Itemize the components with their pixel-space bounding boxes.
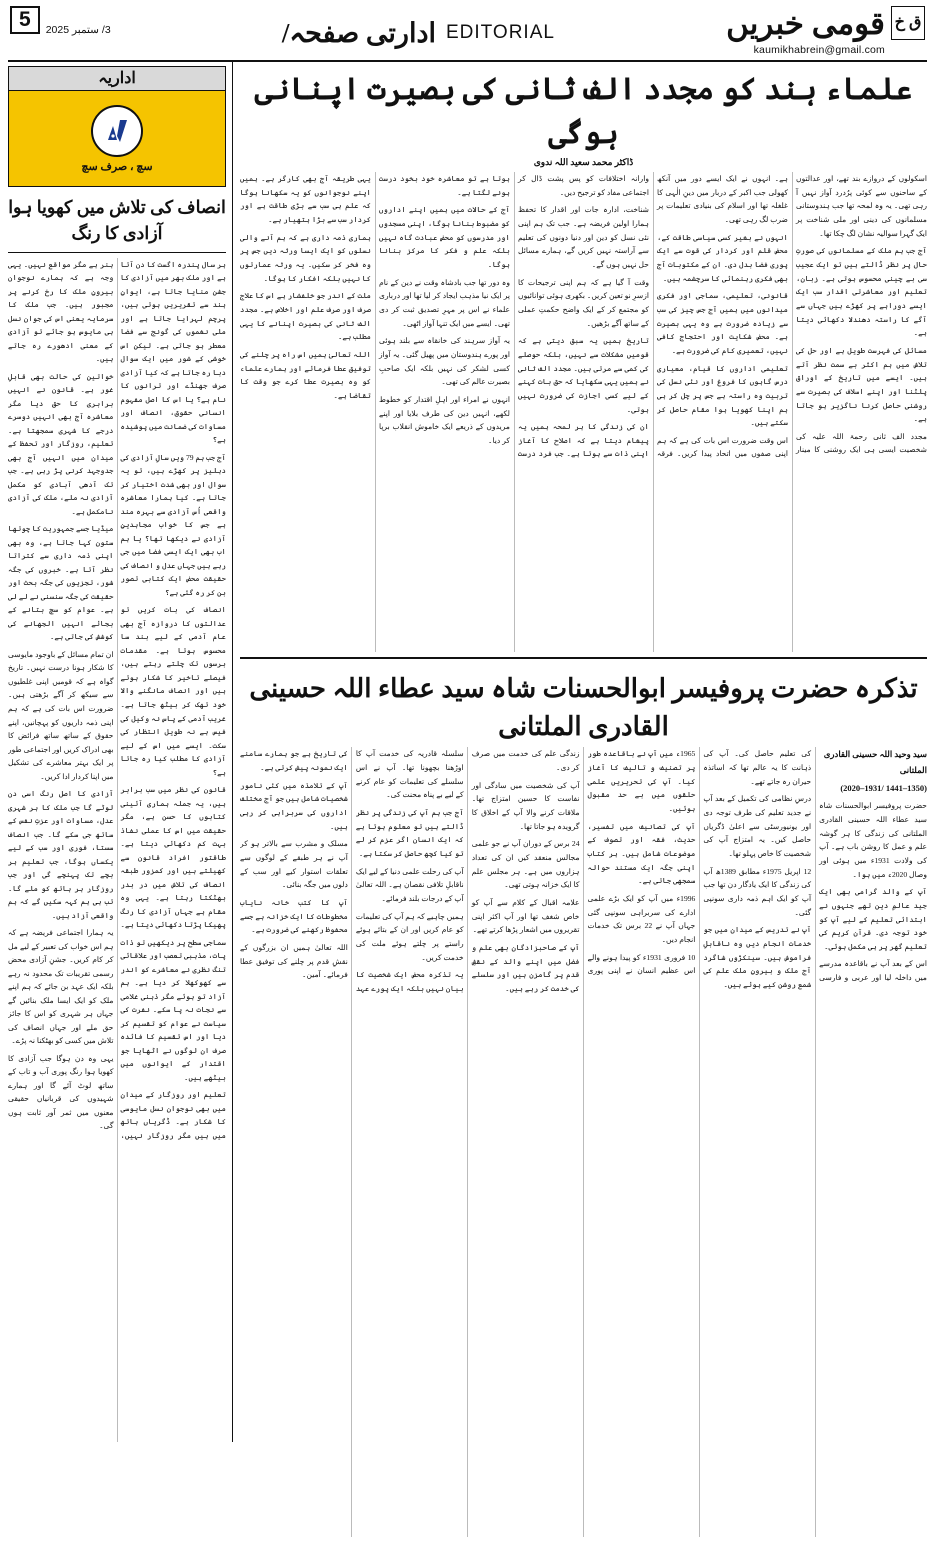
article-paragraph: اس کے بعد آپ نے باقاعدہ مدرسے میں داخلہ لیا اور عربی و فارسی کی تعلیم حاصل کی۔ آپ کی ذہانت کا یہ عالم تھا کہ اساتذہ حیران رہ جاتے تھے۔ [703, 749, 927, 983]
article-2-subtitle: (1350–1441 /1931–2020) [840, 782, 927, 793]
article-paragraph: تاریخ ہمیں یہ سبق دیتی ہے کہ قومیں مشکلات سے نہیں، بلکہ حوصلے کی کمی سے مرتی ہیں۔ مجدد الف ثانی نے ہمیں یہی سکھایا کہ حق بات کہنے کے لیے کسی اجازت کی ضرورت نہیں ہوتی۔ [518, 336, 649, 414]
section-title-urdu: ادارتی صفحہ/ [281, 18, 436, 48]
editorial-paragraph: آزادی کا اصل رنگ اسی دن لوٹے گا جب ملک کا ہر شہری عدل، مساوات اور عزتِ نفس کے ساتھ جی سکے گا۔ جب انصاف سستا، فوری اور سب کے لیے یکساں ہوگا، جب تعلیم ہر بچے تک پہنچے گی اور جب روزگار ہر ہاتھ کو ملے گا۔ تب ہی ہم کہہ سکیں گے کہ ہم واقعی آزاد ہیں۔ [8, 789, 114, 920]
section-title [282, 6, 555, 47]
article-paragraph: آپ کی رحلت علمی دنیا کے لیے ایک ناقابلِ تلافی نقصان ہے۔ اللہ تعالیٰ آپ کے درجات بلند فرمائے۔ [355, 866, 464, 903]
article-1-body [240, 172, 927, 652]
article-paragraph: آپ کی شخصیت میں سادگی اور نفاست کا حسین امتزاج تھا۔ ملاقات کرنے والا آپ کے اخلاق کا گرویدہ ہو جاتا تھا۔ [471, 780, 580, 831]
sidebar-body [8, 258, 226, 1443]
article-paragraph: ملت کے اندر جو خلفشار ہے اس کا علاج صرف اور صرف علم اور اخلاص ہے۔ مجدد الف ثانی کی بصیرت اپنانے کا یہی مطلب ہے۔ [240, 291, 371, 342]
article-paragraph: اس وقت ضرورت اس بات کی ہے کہ ہم اپنی صفوں میں اتحاد پیدا کریں۔ فرقہ وارانہ اختلافات کو پس پشت ڈال کر اجتماعی مفاد کو ترجیح دیں۔ [518, 174, 788, 459]
article-2-byline: سید وحید اللہ حسینی القادری الملتانی [823, 749, 927, 775]
editorial-paragraph: انصاف کی بات کریں تو عدالتوں کا دروازہ آج بھی عام آدمی کے لیے بند سا محسوس ہوتا ہے۔ مقدمات برسوں تک چلتے رہتے ہیں، فیصلے تاخیر کا شکار ہوتے ہیں اور انصاف مانگنے والا خود تھک کر بیٹھ جاتا ہے۔ غریب آدمی کے پاس نہ وکیل کی فیس ہے نہ طویل انتظار کی سکت۔ ایسے میں اس کے لیے آزادی کا مطلب کیا رہ جاتا ہے؟ [120, 605, 226, 777]
editorial-paragraph: یہی وہ دن ہوگا جب آزادی کا کھویا ہوا رنگ پوری آب و تاب کے ساتھ لوٹ آئے گا اور ہمارے شہیدوں کی قربانیاں حقیقی معنوں میں ثمر آور ثابت ہوں گی۔ [8, 1053, 114, 1131]
article-paragraph: تعلیمی اداروں کا قیام، معیاری درس گاہوں کا فروغ اور نئی نسل کی تربیت وہ راستہ ہے جس پر چل کر ہی ہم اپنا کھویا ہوا مقام حاصل کر سکتے ہیں۔ [657, 363, 788, 428]
article-paragraph: آپ کے صاحبزادگان بھی علم و فضل میں اپنے والد کے نقشِ قدم پر گامزن ہیں اور سلسلے کی خدمت کر رہے ہیں۔ [471, 942, 580, 993]
article-paragraph: انہوں نے بغیر کسی سیاسی طاقت کے، محض قلم اور کردار کی قوت سے ایک پوری فضا بدل دی۔ ان کے مکتوبات آج بھی فکری رہنمائی کا سرچشمہ ہیں۔ [657, 232, 788, 283]
article-paragraph: آپ کے تلامذہ میں کئی نامور شخصیات شامل ہیں جو آج مختلف اداروں کی سربراہی کر رہی ہیں۔ [240, 780, 348, 831]
article-paragraph: 24 برس کے دوران آپ نے جو علمی مجالس منعقد کیں ان کی تعداد ہزاروں میں ہے۔ ہر مجلس علم کا ایک خزانہ ہوتی تھی۔ [471, 839, 580, 890]
article-paragraph: آج کے حالات میں ہمیں اپنے اداروں کو مضبوط بنانا ہوگا، اپنی مسجدوں اور مدرسوں کو محض عبادت گاہ نہیں بلکہ علم و فکر کا مرکز بنانا ہوگا۔ [379, 205, 510, 269]
article-paragraph: 10 فروری 1931ء کو پیدا ہونے والے اس عظیم انسان نے اپنی پوری زندگی علم کی خدمت میں صرف کر دی۔ [471, 749, 696, 976]
article-paragraph: ان کی زندگی کا ہر لمحہ ہمیں یہ پیغام دیتا ہے کہ اصلاح کا آغاز اپنی ذات سے ہوتا ہے۔ جب فرد درست ہوتا ہے تو معاشرہ خود بخود درست ہونے لگتا ہے۔ [379, 174, 649, 459]
article-2-body [240, 747, 927, 1537]
sidebar-logo-tagline: سچ ، صرف سچ [81, 160, 153, 173]
article-paragraph: مجدد الف ثانی رحمۃ اللہ علیہ کی شخصیت ایسی ہی ایک روشنی کا مینار ہے۔ انہوں نے ایک ایسے دور میں آنکھ کھولی جب اکبر کے دربار میں دینِ الٰہی کا غلغلہ تھا اور اسلام کی بنیادی تعلیمات پر ضرب لگ رہی تھی۔ [657, 174, 927, 455]
article-paragraph: آج جب ہم آپ کی زندگی پر نظر ڈالتے ہیں تو معلوم ہوتا ہے کہ ایک انسان اگر عزم کر لے تو کیا کچھ حاصل کر سکتا ہے۔ [355, 808, 464, 858]
article-paragraph: شناخت، ادارہ جات اور اقدار کا تحفظ ہمارا اولین فریضہ ہے۔ جب تک ہم اپنی نئی نسل کو دین اور دنیا دونوں کی تعلیم سے آراستہ نہیں کریں گے، ہمارے مسائل حل نہیں ہوں گے۔ [518, 205, 649, 269]
article-paragraph: آپ نے تدریس کے میدان میں جو خدمات انجام دیں وہ ناقابلِ فراموش ہیں۔ سینکڑوں شاگرد آج ملک و بیرونِ ملک علم کی شمع روشن کیے ہوئے ہیں۔ [703, 925, 812, 989]
sidebar-editorial [8, 62, 233, 1442]
editorial-paragraph: آج جب ہم 79 ویں سالِ آزادی کی دہلیز پر کھڑے ہیں، تو یہ سوال اور بھی شدت اختیار کر جاتا ہے۔ کیا ہمارا معاشرہ واقعی اُس آزادی سے بہرہ مند ہے جس کا خواب مجاہدینِ آزادی نے دیکھا تھا؟ یا ہم اب بھی ایک ایسی فضا میں جی رہے ہیں جہاں عدل و انصاف کی حقیقت محض ایک کتابی تصور بن کر رہ گئی ہے؟ [120, 452, 226, 597]
article-paragraph: مسلک و مشرب سے بالاتر ہو کر آپ نے ہر طبقے کے لوگوں سے تعلقات استوار کیے اور سب کے دلوں میں جگہ بنائی۔ [240, 839, 348, 890]
article-1-headline: علماء ہند کو مجدد الف ثانی کی بصیرت اپنانی ہوگی [254, 73, 913, 150]
editorial-paragraph: یہ ہمارا اجتماعی فریضہ ہے کہ ہم اس خواب کی تعبیر کے لیے مل کر کام کریں۔ جشنِ آزادی محض رسمی تقریبات تک محدود نہ رہے بلکہ ایک عہد بن جائے کہ ہم اپنے ملک کو ایک ایسا ملک بنائیں گے جہاں ہر شہری کو اس کا جائز حق ملے اور جہاں انصاف کی تلاش میں کسی کو بھٹکنا نہ پڑے۔ [8, 928, 114, 1046]
page-body [0, 62, 935, 1442]
masthead [0, 0, 935, 58]
article-paragraph: وقت آ گیا ہے کہ ہم اپنی ترجیحات کا ازسرِ نو تعین کریں۔ بکھری ہوئی توانائیوں کو مجتمع کر کے ایک واضح حکمتِ عملی کے ساتھ آگے بڑھیں۔ [518, 277, 649, 328]
editorial-paragraph: ان تمام مسائل کے باوجود مایوسی کا شکار ہونا درست نہیں۔ تاریخ گواہ ہے کہ قومیں اپنی غلطیوں سے سیکھ کر آگے بڑھتی ہیں۔ ضرورت اس بات کی ہے کہ ہم اپنی ذمہ داریوں کو پہچانیں، اپنے حقوق کے ساتھ ساتھ فرائض کا بھی ادراک کریں اور اجتماعی طور پر ایک بہتر معاشرے کی تشکیل میں اپنا کردار ادا کریں۔ [8, 649, 114, 781]
sidebar-title: انصاف کی تلاش میں کھویا ہوا آزادی کا رنگ [8, 194, 226, 253]
article-paragraph: 12 اپریل 1975ء مطابق 1389ھ آپ کی زندگی کا ایک یادگار دن تھا جب آپ کو ایک اہم ذمہ داری سونپی گئی۔ [703, 866, 812, 917]
article-paragraph: سلسلہ قادریہ کی خدمت آپ کا اوڑھنا بچھونا تھا۔ آپ نے اس سلسلے کی تعلیمات کو عام کرنے کے لیے بے پناہ محنت کی۔ [355, 749, 464, 800]
paper-name: قومی خبریں [726, 6, 885, 41]
article-paragraph: اسکولوں کے دروازے بند تھے، اور عدالتوں کے ساحنوں سے کوئی پرُدرد آواز نہیں آ رہی تھی۔ یہ وہ لمحہ تھا جب ہندوستانی مسلمانوں کی دینی اور ملی شناخت پر ایک گہرا سوالیہ نشان لگ چکا تھا۔ [796, 174, 927, 238]
article-paragraph: علامہ اقبال کے کلام سے آپ کو خاص شغف تھا اور آپ اکثر اپنی تقریروں میں اشعار پڑھا کرتے تھے۔ [471, 897, 580, 935]
page-date: 3/ ستمبر 2025 [45, 24, 111, 36]
article-paragraph: 1996ء میں آپ کو ایک بڑے علمی ادارے کی سربراہی سونپی گئی جہاں آپ نے 22 برس تک خدمات انجام دیں۔ [587, 893, 696, 944]
pen-nib-icon [91, 105, 143, 157]
article-paragraph: یہ آواز سرہند کی خانقاہ سے بلند ہوئی اور پورے ہندوستان میں پھیل گئی۔ یہ آواز کسی لشکر کی نہیں بلکہ ایک صاحبِ بصیرت عالم کی تھی۔ [379, 336, 510, 387]
editorial-paragraph: تعلیم اور روزگار کے میدان میں بھی نوجوان نسل مایوسی کا شکار ہے۔ ڈگریاں ہاتھ میں ہیں مگر روزگار نہیں، ہنر ہے مگر مواقع نہیں۔ یہی وجہ ہے کہ ہمارے نوجوان بیرونِ ملک کا رخ کرنے پر مجبور ہیں۔ جب ملک کا سرمایہ یعنی اس کی جوان نسل ہی مایوس ہو جائے تو آزادی کے معنی ادھورے رہ جاتے ہیں۔ [8, 259, 226, 1140]
masthead-brand [726, 6, 925, 56]
page-number: 5 [10, 6, 40, 34]
editorial-paragraph: قانون کی نظر میں سب برابر ہیں، یہ جملہ ہماری آئینی کتابوں کا حسن ہے، مگر حقیقت میں اس کا عملی نفاذ بہت کم دکھائی دیتا ہے۔ طاقتور افراد قانون سے کھیلتے ہیں اور کمزور طبقہ انصاف کی تلاش میں در بدر بھٹکتا رہتا ہے۔ یہی وہ مقام ہے جہاں آزادی کا رنگ پھیکا پڑتا دکھائی دیتا ہے۔ [120, 785, 226, 930]
sidebar-header: اداریہ [8, 66, 226, 91]
article-paragraph: حضرت پروفیسر ابوالحسنات شاہ سید عطاء اللہ حسینی القادری الملتانی کی زندگی کا ہر گوشہ علم و عمل کا روشن باب ہے۔ آپ کی ولادت 1931ء میں ہوئی اور وصال 2020ء میں ہوا۔ [819, 801, 927, 879]
article-1 [240, 62, 927, 659]
paper-email: kaumikhabrein@gmail.com [753, 44, 885, 56]
article-paragraph: درسِ نظامی کی تکمیل کے بعد آپ نے جدید تعلیم کی طرف توجہ دی اور یونیورسٹی سے اعلیٰ ڈگریاں حاصل کیں۔ یہ امتزاج آپ کی شخصیت کا خاص پہلو تھا۔ [703, 794, 812, 858]
page-meta [10, 6, 111, 36]
editorial-paragraph: میڈیا جسے جمہوریت کا چوتھا ستون کہا جاتا ہے، وہ بھی اپنی ذمہ داری سے کتراتا نظر آتا ہے۔ خبروں کی جگہ شور، تجزیوں کی جگہ بحث اور حقیقت کی جگہ سنسنی نے لے لی ہے۔ عوام کو سچ بتانے کے بجائے انہیں الجھانے کی کوشش کی جاتی ہے۔ [8, 524, 114, 642]
article-paragraph: انہوں نے امراء اور اہلِ اقتدار کو خطوط لکھے، انہیں دین کی طرف بلایا اور اپنے مریدوں کے ذریعے ایک خاموش انقلاب برپا کر دیا۔ [379, 394, 510, 445]
main-column [240, 62, 927, 1442]
section-title-english: EDITORIAL [446, 22, 555, 43]
article-paragraph: وہ دور تھا جب بادشاہ وقت نے دین کے نام پر ایک نیا مذہب ایجاد کر لیا تھا اور درباری علماء نے اس پر مہرِ تصدیق ثبت کر دی تھی۔ ایسے میں ایک تنہا آواز اٹھی۔ [379, 277, 510, 328]
logo-mark-icon: ق خ [891, 6, 925, 40]
article-paragraph: یہی طریقہ آج بھی کارگر ہے۔ ہمیں اپنے نوجوانوں کو یہ سکھانا ہوگا کہ علم ہی سب سے بڑی طاقت ہے اور کردار سب سے بڑا ہتھیار ہے۔ [240, 174, 371, 224]
article-paragraph: آپ کی تصانیف میں تفسیر، حدیث، فقہ اور تصوف کے موضوعات شامل ہیں۔ ہر کتاب اپنی جگہ ایک مستند حوالہ سمجھی جاتی ہے۔ [587, 821, 696, 886]
article-paragraph: آج جب ہم ملک کے مسلمانوں کی صورتِ حال پر نظر ڈالتے ہیں تو ایک عجیب سی بے چینی محسوس ہوتی ہے۔ زبان، تعلیم اور معاشرتی اقدار سب ایک ایسے دوراہے پر کھڑے ہیں جہاں سے آگے کا راستہ دھندلا دکھائی دیتا ہے۔ [796, 246, 927, 338]
editorial-paragraph: خواتین کی حالت بھی قابلِ غور ہے۔ قانون نے انہیں برابری کا حق دیا مگر معاشرہ آج بھی انہیں دوسرے درجے کا شہری سمجھتا ہے۔ تعلیم، روزگار اور تحفظ کے میدان میں انہیں آج بھی جدوجہد کرنی پڑ رہی ہے۔ جب تک آدھی آبادی کو مکمل آزادی نہ ملے، ملک کی آزادی نامکمل ہے۔ [8, 371, 114, 516]
article-paragraph: مسائل کی فہرست طویل ہے اور حل کی تلاش میں ہم اکثر بے سمت نظر آتے ہیں۔ ایسے میں تاریخ کے اوراق پلٹنا اور اپنے اسلاف کی بصیرت سے روشنی حاصل کرنا ناگزیر ہو جاتا ہے۔ [796, 345, 927, 424]
article-paragraph: اللہ تعالیٰ ہمیں ان بزرگوں کے نقشِ قدم پر چلنے کی توفیق عطا فرمائے۔ آمین۔ [240, 942, 348, 980]
article-paragraph: 1965ء میں آپ نے باقاعدہ طور پر تصنیف و تالیف کا آغاز کیا۔ آپ کی تحریریں علمی حلقوں میں بے حد مقبول ہوئیں۔ [587, 749, 696, 813]
article-paragraph: ہماری ذمہ داری ہے کہ ہم آنے والی نسلوں کو ایک ایسا ورثہ دیں جس پر وہ فخر کر سکیں۔ یہ ورثہ عمارتوں کا نہیں بلکہ افکار کا ہوگا۔ [240, 232, 371, 283]
article-1-byline: ڈاکٹر محمد سعید اللہ ندوی [533, 157, 634, 167]
editorial-paragraph: ہر سال پندرہ اگست کا دن آتا ہے اور ملک بھر میں آزادی کا جشن منایا جاتا ہے، ایوانِ ہند سے تقریریں ہوتی ہیں، پرچم لہرایا جاتا ہے اور ملی نغموں کی گونج سے فضا معطر ہو جاتی ہے۔ لیکن اس خوشی کے شور میں ایک سوال دبا رہ جاتا ہے کہ کیا آزادی صرف جھنڈے اور ترانوں کا نام ہے؟ یا اس کا اصل مفہوم انسانی حقوق، انصاف اور مساوات کی ضمانت میں پوشیدہ ہے؟ [120, 259, 226, 445]
article-paragraph: آپ کا کتب خانہ نایاب مخطوطات کا ایک خزانہ ہے جسے محفوظ رکھنے کی ضرورت ہے۔ [240, 897, 348, 935]
sidebar-logo [8, 91, 226, 187]
paper-logo [891, 6, 925, 40]
article-2 [240, 664, 927, 1542]
article-paragraph: ہمیں چاہیے کہ ہم آپ کی تعلیمات کو عام کریں اور ان کے بتائے ہوئے راستے پر چلتے ہوئے ملت کی خدمت کریں۔ [355, 911, 464, 962]
article-2-headline: تذکرہ حضرت پروفیسر ابوالحسنات شاہ سید عطاء اللہ حسینی القادری الملتانی [249, 674, 918, 741]
article-paragraph: اللہ تعالیٰ ہمیں اس راہ پر چلنے کی توفیق عطا فرمائے اور ہمارے علماء کو وہ بصیرت عطا کرے جو وقت کا تقاضا ہے۔ [240, 349, 371, 400]
article-paragraph: آپ کے والد گرامی بھی ایک جید عالمِ دین تھے جنہوں نے ابتدائی تعلیم کے لیے آپ کو خود توجہ دی۔ قرآن کریم کی تعلیم گھر پر ہی مکمل ہوئی۔ [819, 887, 927, 951]
article-paragraph: یہ تذکرہ محض ایک شخصیت کا بیان نہیں بلکہ ایک پورے عہد کی تاریخ ہے جو ہمارے سامنے ایک نمونہ پیش کرتی ہے۔ [240, 749, 464, 993]
editorial-paragraph: سماجی سطح پر دیکھیں تو ذات پات، مذہبی تعصب اور علاقائی تنگ نظری نے معاشرے کو اندر سے کھوکھلا کر دیا ہے۔ ہم آزاد تو ہوئے مگر ذہنی غلامی سے نجات نہ پا سکے۔ نفرت کی سیاست نے عوام کو تقسیم کر دیا اور اس تقسیم کا فائدہ صرف ان لوگوں نے اٹھایا جو اقتدار کے ایوانوں میں بیٹھے ہیں۔ [120, 937, 226, 1082]
article-paragraph: قانونی، تعلیمی، سماجی اور فکری میدانوں میں ہمیں آج جس چیز کی سب سے زیادہ ضرورت ہے وہ یہی بصیرت ہے۔ محض شکایت اور احتجاج کافی نہیں، تعمیری کام کی ضرورت ہے۔ [657, 291, 788, 355]
